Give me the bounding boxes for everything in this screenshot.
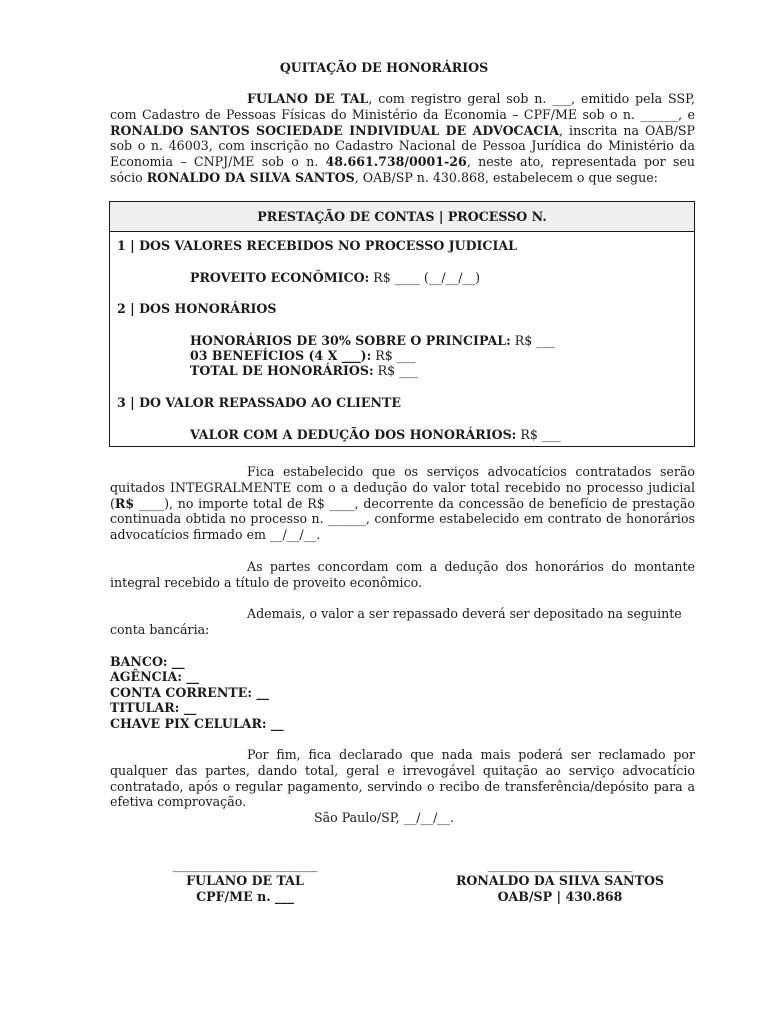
section-2-line-1 — [190, 333, 555, 349]
bank-agency-field: AGÊNCIA: __ — [110, 669, 199, 684]
partner-name: RONALDO DA SILVA SANTOS — [146, 169, 355, 185]
intro-text-4: , OAB/SP n. 430.868, estabelecem o que segue: — [354, 169, 658, 185]
section-3-title: 3 | DO VALOR REPASSADO AO CLIENTE — [117, 395, 401, 410]
section-3-line — [190, 427, 561, 443]
bank-name-field: BANCO: __ — [110, 654, 185, 669]
client-value-label: VALOR COM A DEDUÇÃO DOS HONORÁRIOS: — [190, 427, 517, 442]
benefits-label: 03 BENEFÍCIOS (4 X ___): — [190, 348, 372, 363]
intro-text-2: , inscrita na OAB/SP sob o n. 46003, com inscrição no Cadastro Nacional de Pessoa Jurídica do Ministério da Economia – CNPJ/ME sob o n. — [110, 122, 695, 170]
bank-account-field: CONTA CORRENTE: __ — [110, 685, 269, 700]
signer-doc-right: OAB/SP | 430.868 — [497, 888, 623, 904]
cnpj-number: 48.661.738/0001-26 — [325, 154, 467, 170]
final-text: Por fim, fica declarado que nada mais poderá ser reclamado por qualquer das partes, dando total, geral e irrevogável quitação ao serviço advocatício contratado, após o regular pagamento, servindo o recibo de transferência/depósito para a efetiva comprovação. — [110, 747, 695, 810]
section-2-line-2 — [190, 348, 416, 364]
bank-holder-field: TITULAR: __ — [110, 700, 197, 715]
benefits-value: R$ ___ — [371, 348, 416, 363]
client-value-value: R$ ___ — [516, 427, 561, 442]
settlement-text-1: Fica estabelecido que os serviços advocatícios contratados serão quitados INTEGRALMENTE com o a dedução do valor total recebido no processo judicial ( — [110, 464, 695, 511]
intro-paragraph — [110, 91, 695, 186]
signature-line-left: _______________________ — [172, 857, 318, 872]
signature-block-left — [160, 857, 330, 904]
section-1-line — [190, 270, 480, 286]
fees-30-value: R$ ___ — [510, 333, 556, 348]
firm-name: RONALDO SANTOS SOCIEDADE INDIVIDUAL DE ADVOCACIA — [110, 122, 560, 138]
intro-text-1: , com registro geral sob n. ___, emitido pela SSP, com Cadastro de Pessoas Físicas do Ministério da Economia – CPF/ME sob o n. ______, e — [110, 91, 695, 122]
economic-benefit-label: PROVEITO ECONÔMICO: — [190, 270, 370, 285]
signer-name-right: RONALDO DA SILVA SANTOS — [455, 872, 665, 888]
settlement-currency: R$ — [114, 495, 135, 511]
accounting-box — [109, 201, 695, 447]
place-date: São Paulo/SP, __/__/__. — [314, 810, 454, 825]
signature-line-right: _______________________ — [487, 857, 633, 872]
accounting-box-header: PRESTAÇÃO DE CONTAS | PROCESSO N. — [110, 202, 694, 232]
total-fees-value: R$ ___ — [373, 363, 419, 378]
bank-pix-field: CHAVE PIX CELULAR: __ — [110, 716, 284, 731]
deduction-text: As partes concordam com a dedução dos honorários do montante integral recebido a título de proveito econômico. — [110, 559, 695, 590]
settlement-text-2: ____), no importe total de R$ ____, decorrente da concessão de benefício de prestação continuada obtida no processo n. ______, conforme estabelecido em contrato de honorários advocatícios firmado em __/__/__. — [110, 495, 695, 543]
section-2-line-3 — [190, 363, 418, 379]
section-2-title: 2 | DOS HONORÁRIOS — [117, 301, 277, 316]
final-paragraph — [110, 747, 695, 810]
section-1-title: 1 | DOS VALORES RECEBIDOS NO PROCESSO JUDICIAL — [117, 238, 517, 253]
fees-30-label: HONORÁRIOS DE 30% SOBRE O PRINCIPAL: — [190, 333, 511, 348]
economic-benefit-value: R$ ____ (__/__/__) — [369, 270, 481, 285]
document-title: QUITAÇÃO DE HONORÁRIOS — [279, 60, 489, 75]
settlement-paragraph — [110, 464, 695, 543]
party-name-1: FULANO DE TAL — [247, 91, 369, 106]
signature-block-right — [450, 857, 670, 904]
deduction-paragraph — [110, 559, 695, 591]
bank-intro-text: Ademais, o valor a ser repassado deverá ser depositado na seguinte conta bancária: — [110, 606, 682, 637]
signer-name-left: FULANO DE TAL — [186, 872, 304, 888]
total-fees-label: TOTAL DE HONORÁRIOS: — [190, 363, 374, 378]
signer-doc-left: CPF/ME n. ___ — [196, 888, 294, 904]
bank-intro-paragraph — [110, 606, 695, 638]
intro-text-3: , neste ato, representada por seu sócio — [110, 154, 695, 185]
